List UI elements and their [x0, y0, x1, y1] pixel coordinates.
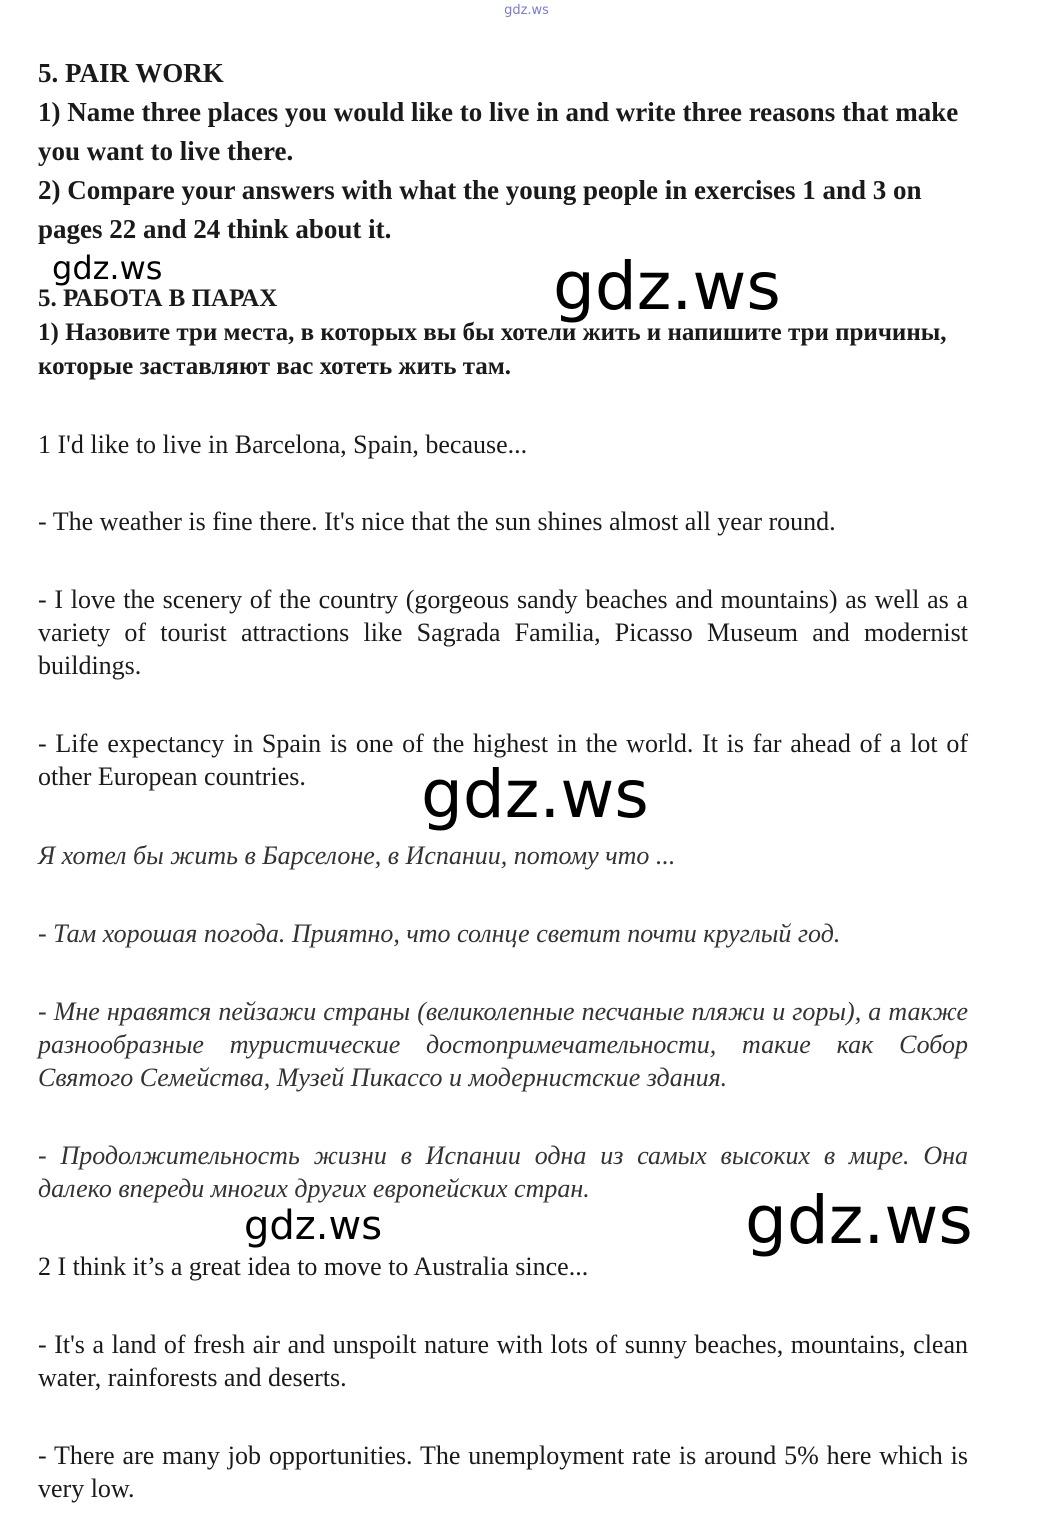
answer2-reason-2: - There are many job opportunities. The unemployment rate is around 5% here which is very low. — [38, 1441, 968, 1503]
task-ru — [38, 282, 968, 384]
watermark-small-1: gdz.ws — [52, 249, 163, 287]
watermark-top: gdz.ws — [504, 3, 549, 18]
task-en-item-2: 2) Compare your answers with what the young people in exercises 1 and 3 on pages 22 and 24 think about it. — [38, 175, 922, 244]
task-ru-item-1: 1) Назовите три места, в которых вы бы хотели жить и напишите три причины, которые заставляют вас хотеть жить там. — [38, 319, 947, 380]
watermark-small-2: gdz.ws — [244, 1203, 383, 1249]
watermark-big-3: gdz.ws — [745, 1182, 973, 1259]
answer1-ru-reason-3: - Продолжительность жизни в Испании одна из самых высоких в мире. Она далеко впереди многих других европейских стран. — [38, 1141, 968, 1203]
answer1-ru-reason-2: - Мне нравятся пейзажи страны (великолепные песчаные пляжи и горы), а также разнообразные туристические достопримечательности, такие как Собор Святого Семейства, Музей Пикассо и модернистские здания. — [38, 997, 968, 1092]
task-ru-title: 5. РАБОТА В ПАРАХ — [38, 285, 278, 312]
answer1-ru-reason-1: - Там хорошая погода. Приятно, что солнце светит почти круглый год. — [38, 919, 841, 948]
task-en-item-1: 1) Name three places you would like to live in and write three reasons that make you want to live there. — [38, 97, 959, 166]
answer1-intro: 1 I'd like to live in Barcelona, Spain, because... — [38, 430, 528, 459]
answer1-reason-3: - Life expectancy in Spain is one of the highest in the world. It is far ahead of a lot of other European countries. — [38, 729, 968, 791]
answer2-reason-1: - It's a land of fresh air and unspoilt nature with lots of sunny beaches, mountains, clean water, rainforests and deserts. — [38, 1330, 968, 1392]
watermark-big-1: gdz.ws — [553, 248, 781, 325]
answer1-ru-intro: Я хотел бы жить в Барселоне, в Испании, потому что ... — [38, 841, 676, 870]
task-en — [38, 54, 968, 249]
answer2-intro: 2 I think it’s a great idea to move to Australia since... — [38, 1252, 589, 1281]
answer1-reason-2: - I love the scenery of the country (gorgeous sandy beaches and mountains) as well as a variety of tourist attractions like Sagrada Familia, Picasso Museum and modernist buildings. — [38, 585, 968, 680]
task-en-title: 5. PAIR WORK — [38, 58, 224, 88]
answer1-reason-1: - The weather is fine there. It's nice that the sun shines almost all year round. — [38, 507, 836, 536]
watermark-big-2: gdz.ws — [421, 756, 649, 833]
